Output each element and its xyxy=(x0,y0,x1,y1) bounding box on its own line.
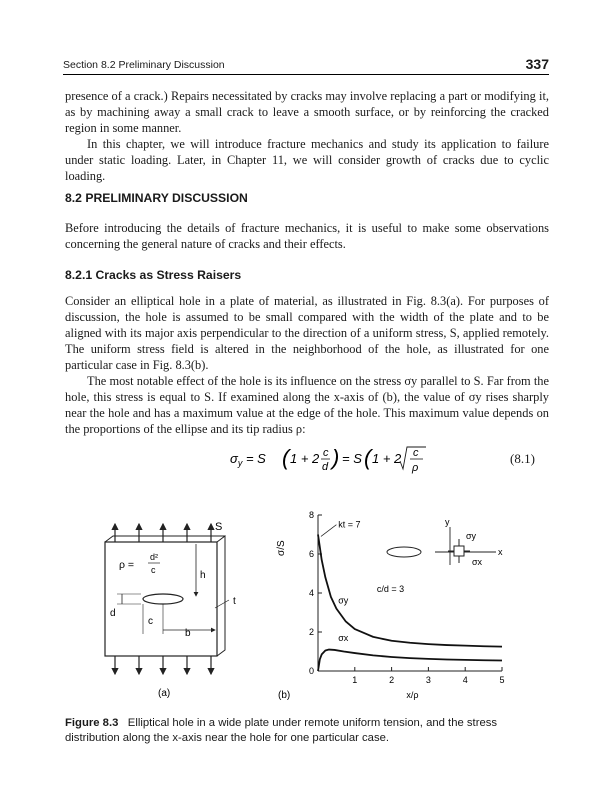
subsection-heading: 8.2.1 Cracks as Stress Raisers xyxy=(65,268,242,282)
y-tick-label: 6 xyxy=(308,549,314,559)
intro-text xyxy=(65,88,549,184)
y-tick-label: 2 xyxy=(308,627,314,637)
series-label-sigma-x: σx xyxy=(338,632,349,643)
rho-label: ρ = xyxy=(119,559,135,571)
inset-element xyxy=(454,546,464,556)
figure-a xyxy=(95,512,270,702)
inset-y-label: y xyxy=(445,517,450,527)
series-label-sigma-y: σy xyxy=(338,595,349,606)
caption-text: Elliptical hole in a wide plate under remote uniform tension, and the stress distribution along the x-axis near the hole for one particular case. xyxy=(65,717,498,744)
series-line-sigma-x xyxy=(318,650,502,671)
load-arrows-top xyxy=(115,524,211,542)
figure-caption xyxy=(65,716,549,746)
inset-sigma-y-label: σy xyxy=(466,531,477,541)
inset-sketch xyxy=(387,517,503,567)
panel-label-b: (b) xyxy=(278,690,291,701)
header-rule xyxy=(63,74,549,75)
y-tick-label: 8 xyxy=(308,510,314,520)
y-tick-label: 4 xyxy=(308,588,314,598)
eq-sqrt-c: c xyxy=(413,447,419,459)
plate-top-edge xyxy=(105,536,225,542)
figure-b-chart xyxy=(270,505,520,705)
eq-sigma-y: $\sigma_y = S$ xyxy=(230,451,266,468)
annotation-kt-pointer xyxy=(321,525,336,537)
eq-equals-s: = S xyxy=(342,451,362,466)
panel-label-a: (a) xyxy=(158,688,171,699)
eq-frac-c: c xyxy=(323,447,329,459)
eq-paren-open-1: ( xyxy=(282,445,290,470)
page-number: 337 xyxy=(525,56,549,72)
inset-hole xyxy=(387,547,421,557)
x-tick-label: 1 xyxy=(352,675,358,685)
load-arrows-bottom xyxy=(115,656,211,674)
rho-numerator: d² xyxy=(150,552,159,562)
subsection-paragraph-1: Consider an elliptical hole in a plate of material, as illustrated in Fig. 8.3(a). For purposes of discussion, the hole is assumed to be small compared with the width of the plate and to be aligned with its major axis perpendicular to the direction of a uniform stress, S, applied remotely. The uniform stress field is altered in the neighborhood of the hole, as illustrated for one particular case in Fig. 8.3(b). xyxy=(65,294,549,372)
eq-sqrt-rho: ρ xyxy=(412,462,419,474)
y-axis-title: σ/S xyxy=(276,540,287,556)
rho-denominator: c xyxy=(151,565,156,575)
equation-graphic xyxy=(230,443,430,477)
y-tick-label: 0 xyxy=(308,666,314,676)
inset-x-label: x xyxy=(498,547,503,557)
intro-paragraph-2: In this chapter, we will introduce fracture mechanics and study its application to failure under static loading. Later, in Chapter 11, we will consider growth of cracks due to cyclic loading. xyxy=(65,137,549,183)
subsection-paragraph-2: The most notable effect of the hole is its influence on the stress σy parallel to S. Far from the hole, this stress is equal to S. If examined along the x-axis of (b), the value of σy rises sharply near the hole and has a maximum value at the edge of the hole. This maximum value depends on the proportions of the ellipse and its tip radius ρ: xyxy=(65,374,549,436)
section-heading: 8.2 PRELIMINARY DISCUSSION xyxy=(65,191,248,205)
x-tick-label: 4 xyxy=(462,675,468,685)
b-label: b xyxy=(185,628,191,639)
h-label: h xyxy=(200,570,206,581)
equation-number: (8.1) xyxy=(510,451,535,466)
load-label-s: S xyxy=(215,521,223,533)
t-label: t xyxy=(233,596,236,607)
eq-one-plus-two-2: 1 + 2 xyxy=(372,451,402,466)
eq-paren-close-1: ) xyxy=(332,445,340,470)
x-tick-label: 3 xyxy=(425,675,431,685)
eq-frac-d: d xyxy=(322,461,329,473)
eq-paren-open-2: ( xyxy=(364,445,372,470)
d-label: d xyxy=(110,608,116,619)
equation-body xyxy=(230,443,430,481)
x-tick-label: 2 xyxy=(389,675,395,685)
inset-sigma-x-label: σx xyxy=(472,557,483,567)
intro-paragraph-1: presence of a crack.) Repairs necessitated by cracks may involve replacing a part or modifying it, as by machining away a small crack to leave a smooth surface, or by reinforcing the cracked region in some manner. xyxy=(65,89,549,135)
x-tick-label: 5 xyxy=(499,675,505,685)
section-label: Section 8.2 Preliminary Discussion xyxy=(63,59,225,71)
annotation-c-over-d: c/d = 3 xyxy=(376,584,405,595)
subsection-text xyxy=(65,293,549,437)
c-label: c xyxy=(148,616,153,627)
elliptical-hole xyxy=(143,594,183,604)
annotation-kt: kt = 7 xyxy=(338,519,361,530)
caption-label: Figure 8.3 xyxy=(65,717,119,729)
section-text xyxy=(65,220,549,252)
x-axis-title: x/ρ xyxy=(406,690,419,700)
plate-depth xyxy=(217,536,225,656)
section-paragraph-1: Before introducing the details of fracture mechanics, it is useful to make some observations concerning the general nature of cracks and their effects. xyxy=(65,221,549,251)
eq-one-plus-two-1: 1 + 2 xyxy=(290,451,320,466)
